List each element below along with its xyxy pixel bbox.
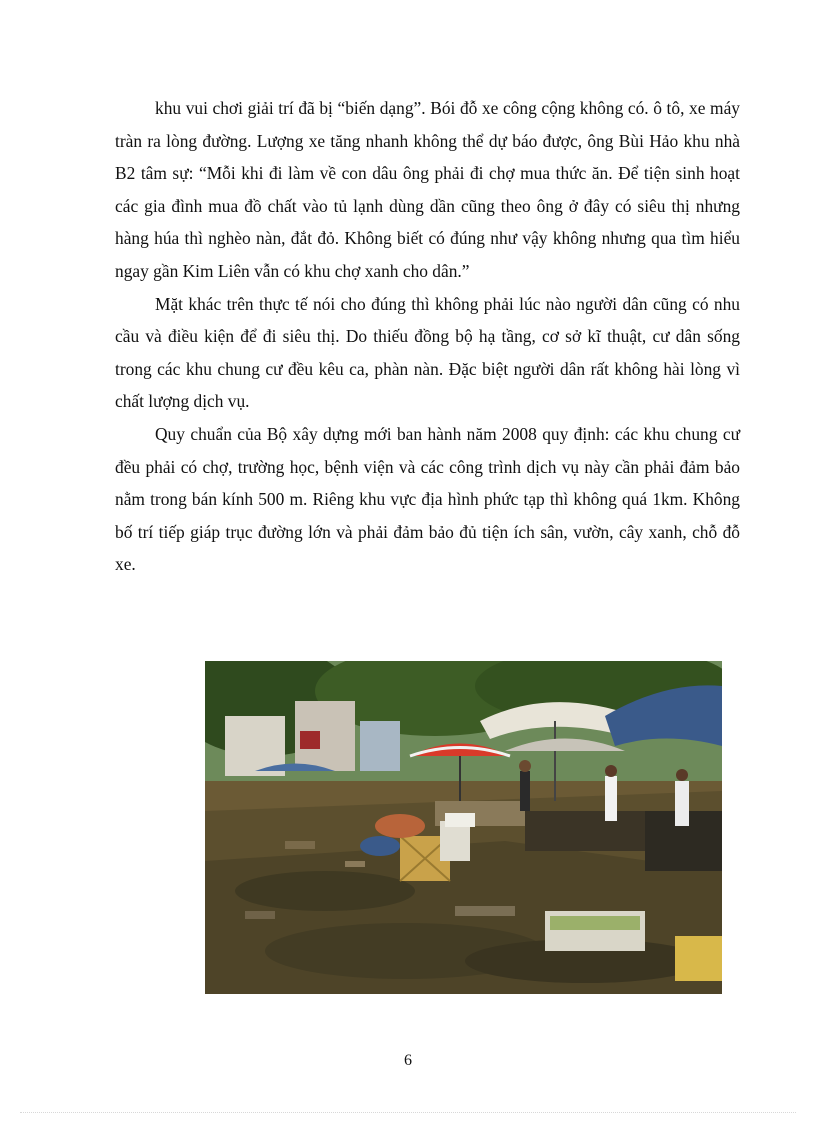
paragraph-1: khu vui chơi giải trí đã bị “biến dạng”. Bói đỗ xe công cộng không có. ô tô, xe máy tràn ra lòng đường. Lượng xe tăng nhanh không thể dự báo được, ông Bùi Hảo khu nhà B2 tâm sự: “Mỗi khi đi làm về con dâu ông phải đi chợ mua thức ăn. Để tiện sinh hoạt các gia đình mua đồ chất vào tủ lạnh dùng dần cũng theo ông ở đây có siêu thị nhưng hàng húa thì nghèo nàn, đắt đỏ. Không biết có đúng như vậy không nhưng qua tìm hiểu ngay gần Kim Liên vẫn có khu chợ xanh cho dân.” — [115, 98, 740, 281]
market-photo — [205, 661, 722, 994]
page-number: 6 — [404, 1052, 412, 1069]
footer-divider — [20, 1112, 796, 1113]
body-text — [115, 92, 740, 581]
paragraph-2: Mặt khác trên thực tế nói cho đúng thì không phải lúc nào người dân cũng có nhu cầu và điều kiện để đi siêu thị. Do thiếu đồng bộ hạ tầng, cơ sở kĩ thuật, cư dân sống trong các khu chung cư đều kêu ca, phàn nàn. Đặc biệt người dân rất không hài lòng vì chất lượng dịch vụ. — [115, 293, 740, 412]
paragraph-3: Quy chuẩn của Bộ xây dựng mới ban hành năm 2008 quy định: các khu chung cư đều phải có chợ, trường học, bệnh viện và các công trình dịch vụ này cần phải đảm bảo nằm trong bán kính 500 m. Riêng khu vực địa hình phức tạp thì không quá 1km. Không bố trí tiếp giáp trục đường lớn và phải đảm bảo đủ tiện ích sân, vườn, cây xanh, chỗ đỗ xe. — [115, 423, 740, 575]
